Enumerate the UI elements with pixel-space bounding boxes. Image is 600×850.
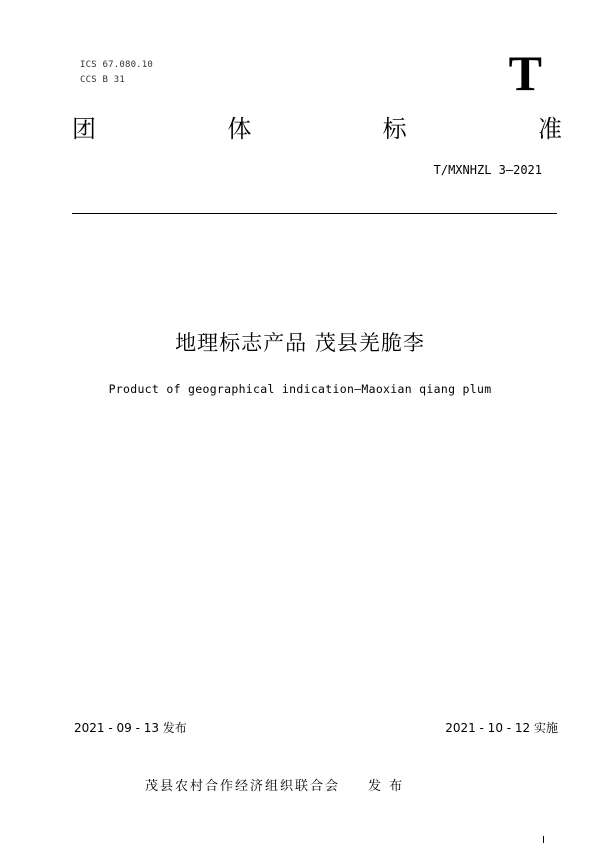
standard-number: T/MXNHZL 3—2021 — [433, 163, 542, 177]
ics-code: ICS 67.080.10 — [80, 60, 154, 70]
standard-type-heading — [72, 117, 562, 141]
publish-date: 2021 - 09 - 13 发布 — [74, 721, 187, 735]
issuer-action: 发 布 — [368, 779, 405, 794]
document-title-english: Product of geographical indication—Maoxian qiang plum — [108, 382, 492, 396]
standard-type-char-3: 标 — [382, 115, 407, 143]
standard-type-char-2: 体 — [227, 115, 252, 143]
page-corner-mark — [543, 836, 544, 843]
header-divider — [72, 213, 557, 214]
issuer-line — [145, 775, 404, 794]
standard-type-char-1: 团 — [72, 115, 96, 143]
document-title-chinese: 地理标志产品 茂县羌脆李 — [175, 331, 425, 355]
standard-type-char-4: 准 — [537, 115, 562, 143]
ccs-code: CCS B 31 — [80, 75, 125, 85]
implement-date: 2021 - 10 - 12 实施 — [445, 721, 558, 735]
standard-logo-letter: T — [508, 45, 542, 101]
issuer-name: 茂县农村合作经济组织联合会 — [145, 779, 341, 794]
